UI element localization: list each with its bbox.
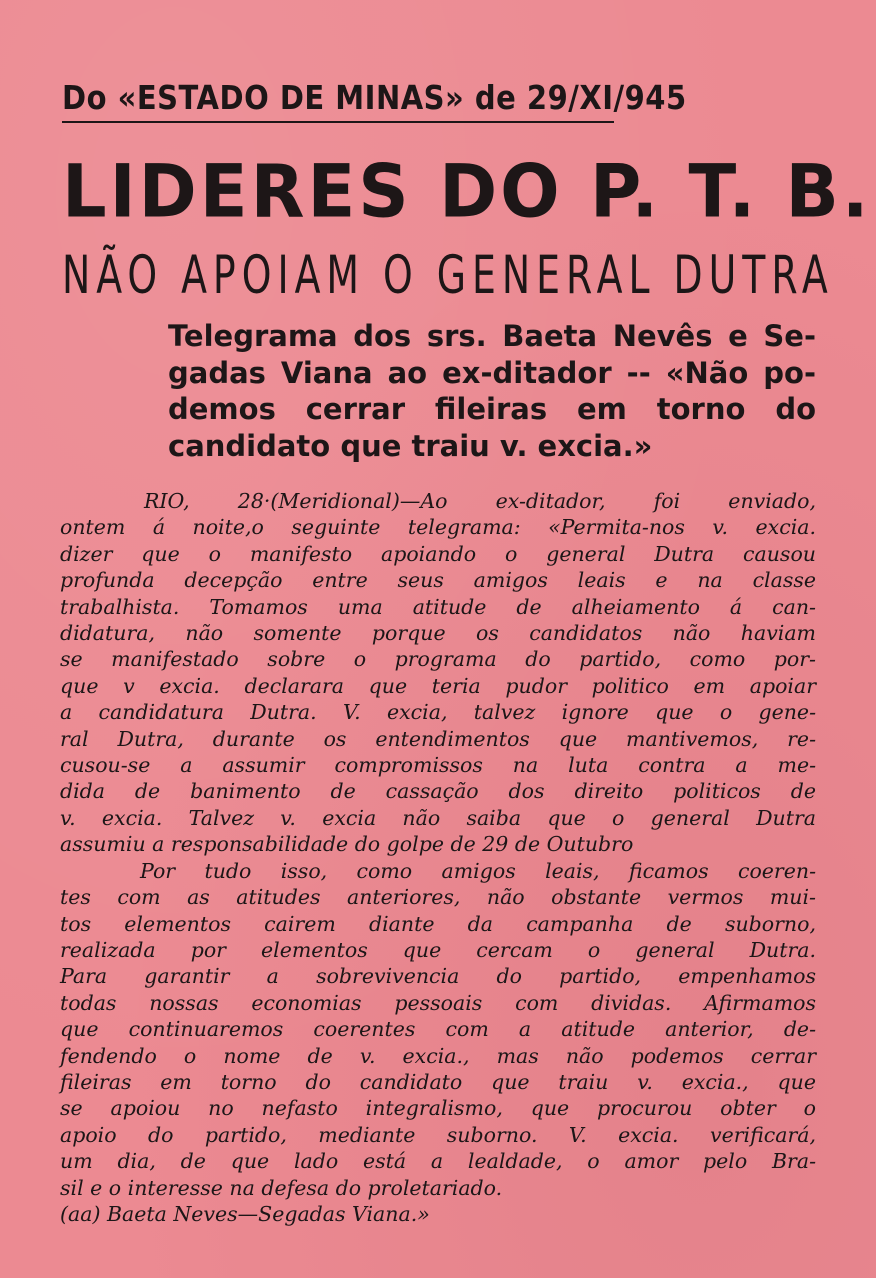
body-line: Para garantir a sobrevivencia do partido, empenhamos (60, 964, 816, 989)
body-line: tos elementos cairem diante da campanha de suborno, (60, 911, 816, 936)
body-line: a candidatura Dutra. V. excia, talvez ignore que o gene- (60, 700, 816, 725)
body-line: todas nossas economias pessoais com dividas. Afirmamos (60, 990, 816, 1015)
body-line: que continuaremos coerentes com a atitude anterior, de- (60, 1017, 816, 1042)
body-line: ral Dutra, durante os entendimentos que mantivemos, re- (60, 726, 816, 751)
deck (168, 318, 816, 464)
body-line: dizer que o manifesto apoiando o general Dutra causou (60, 541, 816, 566)
body-line: se apoiou no nefasto integralismo, que procurou obter o (60, 1096, 816, 1121)
body-line: que v excia. declarara que teria pudor politico em apoiar (60, 673, 816, 698)
body-line: profunda decepção entre seus amigos leais e na classe (60, 568, 816, 593)
article-body (60, 488, 816, 1227)
body-line: fendendo o nome de v. excia., mas não podemos cerrar (60, 1043, 816, 1068)
deck-line: demos cerrar fileiras em torno do (168, 392, 816, 426)
body-line: dida de banimento de cassação dos direito politicos de (60, 779, 816, 804)
body-line: cusou-se a assumir compromissos na luta contra a me- (60, 753, 816, 778)
body-line: realizada por elementos que cercam o general Dutra. (60, 937, 816, 962)
body-line: ontem á noite,o seguinte telegrama: «Permita-nos v. excia. (60, 515, 816, 540)
headline: LIDERES DO P. T. B. (62, 148, 872, 235)
source-line: Do «ESTADO DE MINAS» de 29/XI/945 (62, 78, 687, 118)
deck-line: candidato que traiu v. excia.» (168, 428, 653, 463)
body-line: v. excia. Talvez v. excia não saiba que o general Dutra (60, 805, 816, 830)
body-line: tes com as atitudes anteriores, não obstante vermos mui- (60, 885, 816, 910)
signature-line: (aa) Baeta Neves—Segadas Viana.» (60, 1201, 430, 1226)
body-line: RIO, 28·(Meridional)—Ao ex-ditador, foi enviado, (144, 489, 816, 513)
body-line: Por tudo isso, como amigos leais, ficamos coeren- (140, 858, 816, 883)
body-line: assumiu a responsabilidade do golpe de 29 de Outubro (60, 832, 634, 857)
body-line: trabalhista. Tomamos uma atitude de alheiamento á can- (60, 594, 816, 619)
deck-line: Telegrama dos srs. Baeta Nevês e Se- (168, 319, 816, 353)
body-line: didatura, não somente porque os candidatos não haviam (60, 621, 816, 646)
body-line: fileiras em torno do candidato que traiu v. excia., que (60, 1069, 816, 1094)
deck-line: gadas Viana ao ex-ditador -- «Não po- (168, 355, 816, 390)
body-line: se manifestado sobre o programa do partido, como por- (60, 647, 816, 672)
subheadline: NÃO APOIAM O GENERAL DUTRA (62, 244, 834, 306)
body-line: um dia, de que lado está a lealdade, o amor pelo Bra- (60, 1149, 816, 1174)
body-line: sil e o interesse na defesa do proletariado. (60, 1175, 503, 1200)
source-underline (62, 121, 614, 123)
body-line: apoio do partido, mediante suborno. V. excia. verificará, (60, 1122, 816, 1147)
